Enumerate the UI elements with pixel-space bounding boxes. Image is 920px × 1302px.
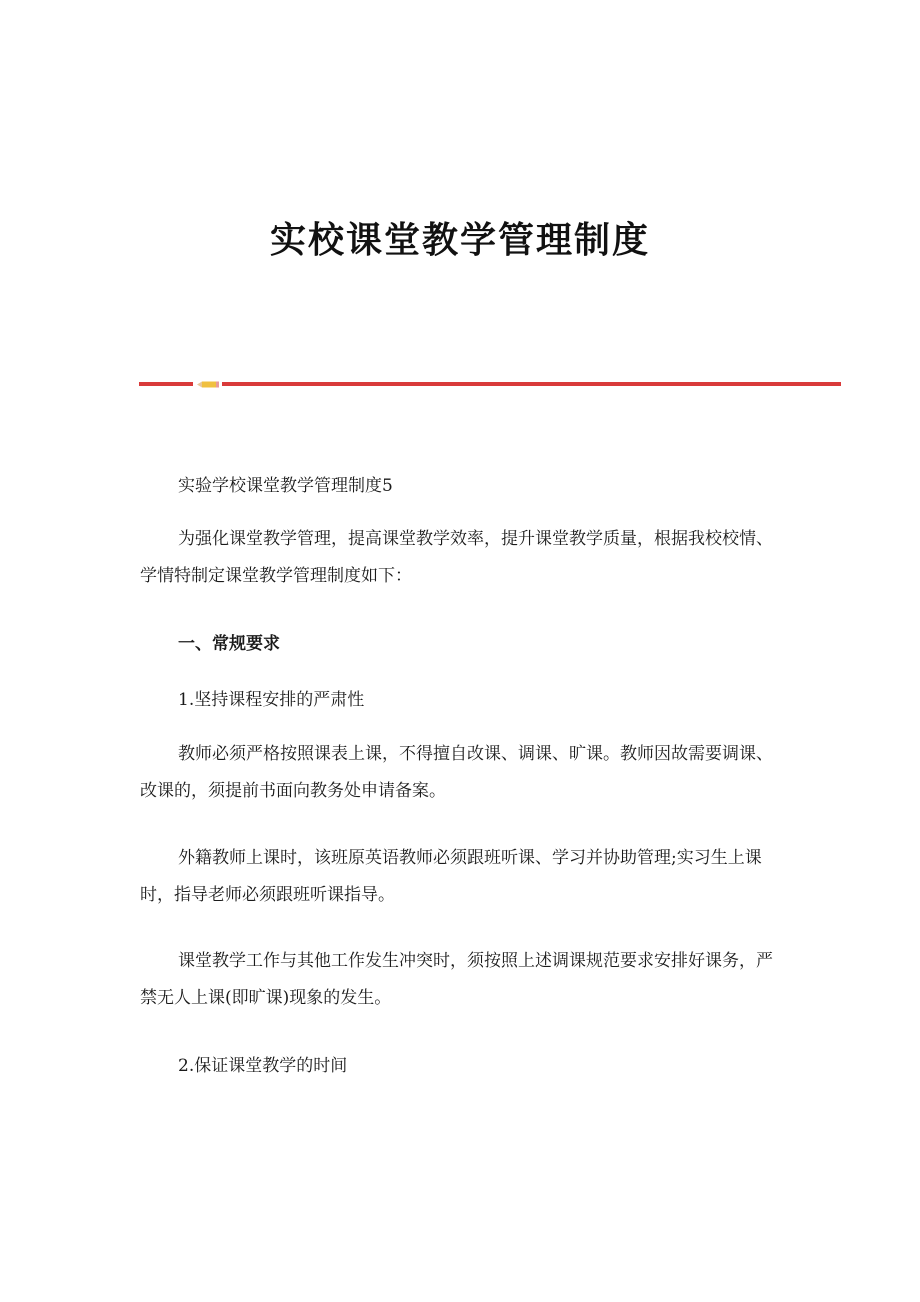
- body-paragraph: 课堂教学工作与其他工作发生冲突时，须按照上述调课规范要求安排好课务，严禁无人上课(即旷课)现象的发生。: [140, 951, 773, 1008]
- intro-paragraph: 为强化课堂教学管理，提高课堂教学效率，提升课堂教学质量，根据我校校情、学情特制定课堂教学管理制度如下：: [140, 529, 773, 586]
- section-heading: 一、常规要求: [178, 634, 280, 654]
- body-paragraph: 教师必须严格按照课表上课，不得擅自改课、调课、旷课。教师因故需要调课、改课的，须提前书面向教务处申请备案。: [140, 744, 773, 801]
- pencil-icon: [197, 381, 219, 388]
- divider-line-right: [222, 382, 841, 386]
- title-divider: [139, 381, 841, 387]
- list-item-heading: 1.坚持课程安排的严肃性: [178, 690, 365, 710]
- document-subtitle: 实验学校课堂教学管理制度5: [178, 476, 393, 496]
- document-title: 实校课堂教学管理制度: [269, 219, 650, 261]
- divider-line-left: [139, 382, 193, 386]
- list-item-heading: 2.保证课堂教学的时间: [178, 1056, 348, 1076]
- body-paragraph: 外籍教师上课时，该班原英语教师必须跟班听课、学习并协助管理;实习生上课时，指导老师必须跟班听课指导。: [140, 848, 762, 905]
